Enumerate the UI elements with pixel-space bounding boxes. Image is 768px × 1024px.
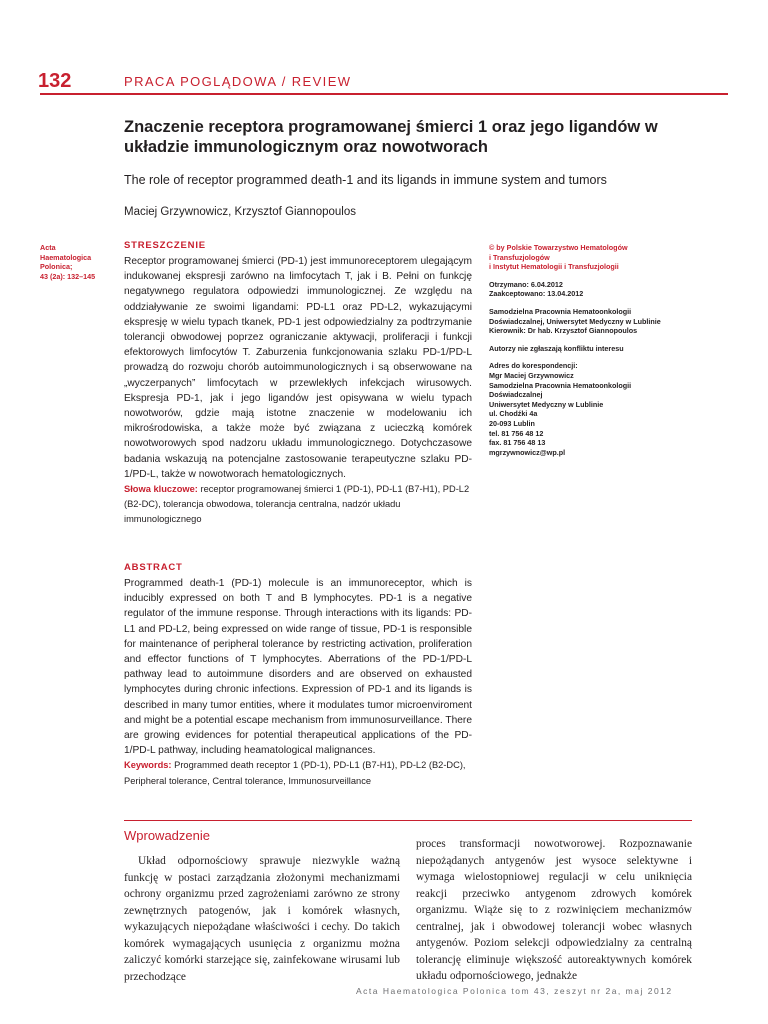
- article-title-polish: Znaczenie receptora programowanej śmierci 1 oraz jego ligandów w układzie immunologicznym oraz nowotworach: [124, 118, 658, 156]
- correspondence-line: Mgr Maciej Grzywnowicz: [489, 370, 574, 380]
- correspondence-line: fax. 81 756 48 13: [489, 438, 546, 448]
- correspondence-line: 20-093 Lublin: [489, 418, 535, 428]
- copyright-line: i Transfuzjologów: [489, 252, 550, 262]
- received-dates: [489, 280, 679, 299]
- correspondence-address: [489, 361, 679, 457]
- section-label: PRACA POGLĄDOWA / REVIEW: [124, 74, 352, 89]
- copyright-line: © by Polskie Towarzystwo Hematologów: [489, 243, 628, 252]
- polish-summary: [124, 240, 472, 528]
- copyright-notice: [489, 243, 679, 272]
- correspondence-line: Doświadczalnej: [489, 390, 543, 400]
- affiliation: [489, 307, 679, 336]
- correspondence-line: Adres do korespondencji:: [489, 361, 578, 371]
- correspondence-line: Uniwersytet Medyczny w Lublinie: [489, 399, 604, 409]
- correspondence-email: mgrzywnowicz@wp.pl: [489, 447, 566, 457]
- header-divider: [40, 93, 728, 95]
- affiliation-line: Samodzielna Pracownia Hematoonkologii: [489, 306, 632, 316]
- english-abstract: [124, 562, 472, 789]
- authors: Maciej Grzywnowicz, Krzysztof Giannopoulos: [124, 206, 356, 218]
- summary-heading: STRESZCZENIE: [124, 240, 206, 251]
- page-footer: Acta Haematologica Polonica tom 43, zeszyt nr 2a, maj 2012: [356, 986, 673, 996]
- abstract-heading: ABSTRACT: [124, 562, 183, 573]
- introduction-column-2: proces transformacji nowotworowej. Rozpoznawanie niepożądanych antygenów jest wysoce selektywne i wymaga wielostopniowej regulacji w celu uniknięcia reakcji przeciwko antygenom zdrowych komórek organizmu. Wiąże się to z rozwinięciem mechanizmów centralnej, jak i obwodowej tolerancji wobec własnych antygenów. Poziom selekcji odpowiedzialny za centralną tolerancję eliminuje większość autoreaktywnych komórek układu odpornościowego, jednakże: [416, 838, 692, 982]
- keywords-text: Programmed death receptor 1 (PD-1), PD-L1 (B7-H1), PD-L2 (B2-DC), Peripheral tolerance, Central tolerance, Immunosurveillance: [124, 760, 466, 786]
- received-line: Otrzymano: 6.04.2012: [489, 279, 563, 289]
- correspondence-line: Samodzielna Pracownia Hematoonkologii: [489, 380, 632, 390]
- copyright-line: i Instytut Hematologii i Transfuzjologii: [489, 262, 619, 272]
- keywords-label: Keywords:: [124, 760, 172, 771]
- conflict-of-interest: Autorzy nie zgłaszają konfliktu interesu: [489, 343, 624, 353]
- journal-ref-line: Haematologica: [40, 252, 92, 262]
- affiliation-line: Doświadczalnej, Uniwersytet Medyczny w Lublinie: [489, 316, 661, 326]
- correspondence-line: tel. 81 756 48 12: [489, 428, 544, 438]
- journal-ref-line: Acta: [40, 243, 56, 252]
- introduction-heading: Wprowadzenie: [124, 828, 210, 843]
- introduction-divider: [124, 820, 692, 821]
- affiliation-line: Kierownik: Dr hab. Krzysztof Giannopoulos: [489, 326, 638, 336]
- summary-text: Receptor programowanej śmierci (PD-1) jest immunoreceptorem ulegającym indukowanej ekspresji zarówno na limfocytach T, jak i B. Pełni on funkcję negatywnego regulatora odpowiedzi immunologicznej. Ze względu na oddziaływanie ze swoimi ligandami: PD-L1 oraz PD-L2, wykazującymi ekspresję w wielu typach tkanek, PD-1 jest odpowiedzialny za podtrzymanie tolerancji obwodowej poprzez ograniczanie aktywacji, proliferacji i funkcji efektorowych limfocytów T. Zaburzenia funkcjonowania szlaku PD-1/PD-L prowadzą do rozwoju chorób autoimmunologicznych i są obserwowane na „wyczerpanych” limfocytach w przewlekłych infekcjach wirusowych. Ekspresja PD-1, jak i jego ligandów jest opisywana w wielu typach nowotworów, gdzie mają istotne znaczenie w modelowaniu ich mikrośrodowiska, a także może być związana z ucieczką komórek nowotworowych spod nadzoru układu immunologicznego. Dotychczasowe badania wskazują na potencjalne zastosowanie terapeutyczne szlaku PD-1/PD-L, także w nowotworach hematologicznych.: [124, 256, 472, 480]
- keywords-label: Słowa kluczowe:: [124, 484, 198, 495]
- introduction-column-1: Układ odpornościowy sprawuje niezwykle ważną funkcję w postaci zarządzania złożonymi mechanizmami ochrony organizmu przed zagrożeniami zarówno ze strony zewnętrznych patogenów, jak i komórek własnych, wykazujących niepożądane właściwości i cechy. Do takich komórek wymagających usunięcia z organizmu można zaliczyć komórki starzejące się, zainfekowane wirusami lub przechodzące: [124, 855, 400, 983]
- polish-keywords: [124, 482, 472, 528]
- journal-ref-line: 43 (2a): 132–145: [40, 271, 96, 281]
- english-keywords: [124, 758, 472, 788]
- article-title-english: The role of receptor programmed death-1 and its ligands in immune system and tumors: [124, 173, 607, 187]
- received-line: Zaakceptowano: 13.04.2012: [489, 289, 584, 299]
- journal-reference: [40, 243, 115, 281]
- journal-ref-line: Polonica;: [40, 262, 73, 272]
- page-number: 132: [38, 70, 72, 92]
- abstract-text: Programmed death-1 (PD-1) molecule is an immunoreceptor, which is inducibly expressed on both T and B lymphocytes. PD-1 is a negative regulator of the immune response. Through interactions with its ligands: PD-L1 and PD-L2, being expressed on wide range of tissue, PD-1 is responsible for maintenance of peripheral tolerance by restricting activation, proliferation and effector functions of T lymphocytes. Aberrations of the PD-1/PD-L pathway lead to autoimmune disorders and are observed on exhausted lymphocytes during chronic infections. Expression of PD-1 and its ligands is described in many tumor entities, where it modulates tumor microenviroment and might be a potential escape mechanism from immunosurveillance. There are growing evidences for potential therapeutical applications of the PD-1/PD-L pathway, including heamatological malignances.: [124, 578, 472, 757]
- article-info-sidebar: [489, 243, 679, 465]
- keywords-text: receptor programowanej śmierci 1 (PD-1), PD-L1 (B7-H1), PD-L2 (B2-DC), tolerancja obwodowa, tolerancja centralna, nadzór układu immunologicznego: [124, 484, 470, 525]
- correspondence-line: ul. Chodźki 4a: [489, 409, 538, 419]
